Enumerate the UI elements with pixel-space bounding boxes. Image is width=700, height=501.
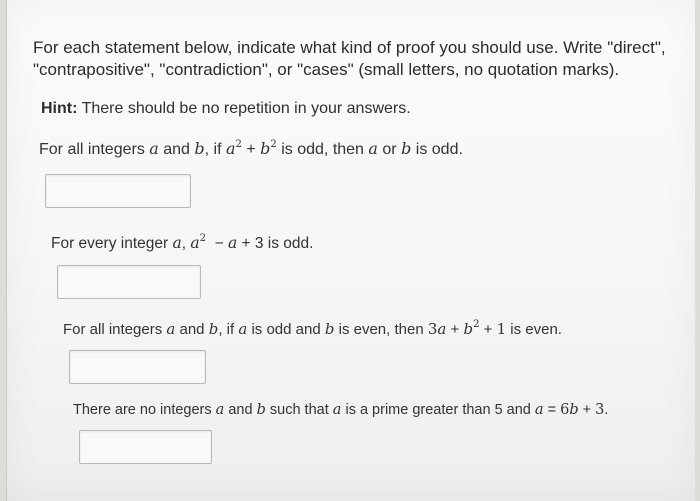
question-panel: [6, 0, 695, 501]
question-2-text: For every integer a, $a^2 - a + 3$ is odd.: [51, 233, 314, 252]
question-2-answer-input[interactable]: [57, 265, 201, 299]
question-4-text: There are no integers a and b such that a is a prime greater than 5 and a = 6b + 3.: [73, 402, 609, 418]
question-4-answer-input[interactable]: [79, 430, 212, 464]
question-1-text: For all integers a and b, if $a^2 + b^2$ is odd, then a or b is odd.: [39, 139, 463, 158]
question-3-answer-input[interactable]: [69, 350, 206, 384]
instructions-line-1: For each statement below, indicate what kind of proof you should use. Write "direct",: [33, 38, 666, 57]
instructions-line-2: "contrapositive", "contradiction", or "cases" (small letters, no quotation marks).: [33, 60, 620, 79]
hint: [41, 100, 411, 118]
hint-text: There should be no repetition in your answers.: [77, 100, 411, 117]
hint-label: Hint:: [41, 100, 78, 117]
question-3-text: For all integers a and b, if a is odd and b is even, then $3a + b^2 + 1$ is even.: [63, 319, 562, 338]
question-1-answer-input[interactable]: [45, 174, 191, 208]
